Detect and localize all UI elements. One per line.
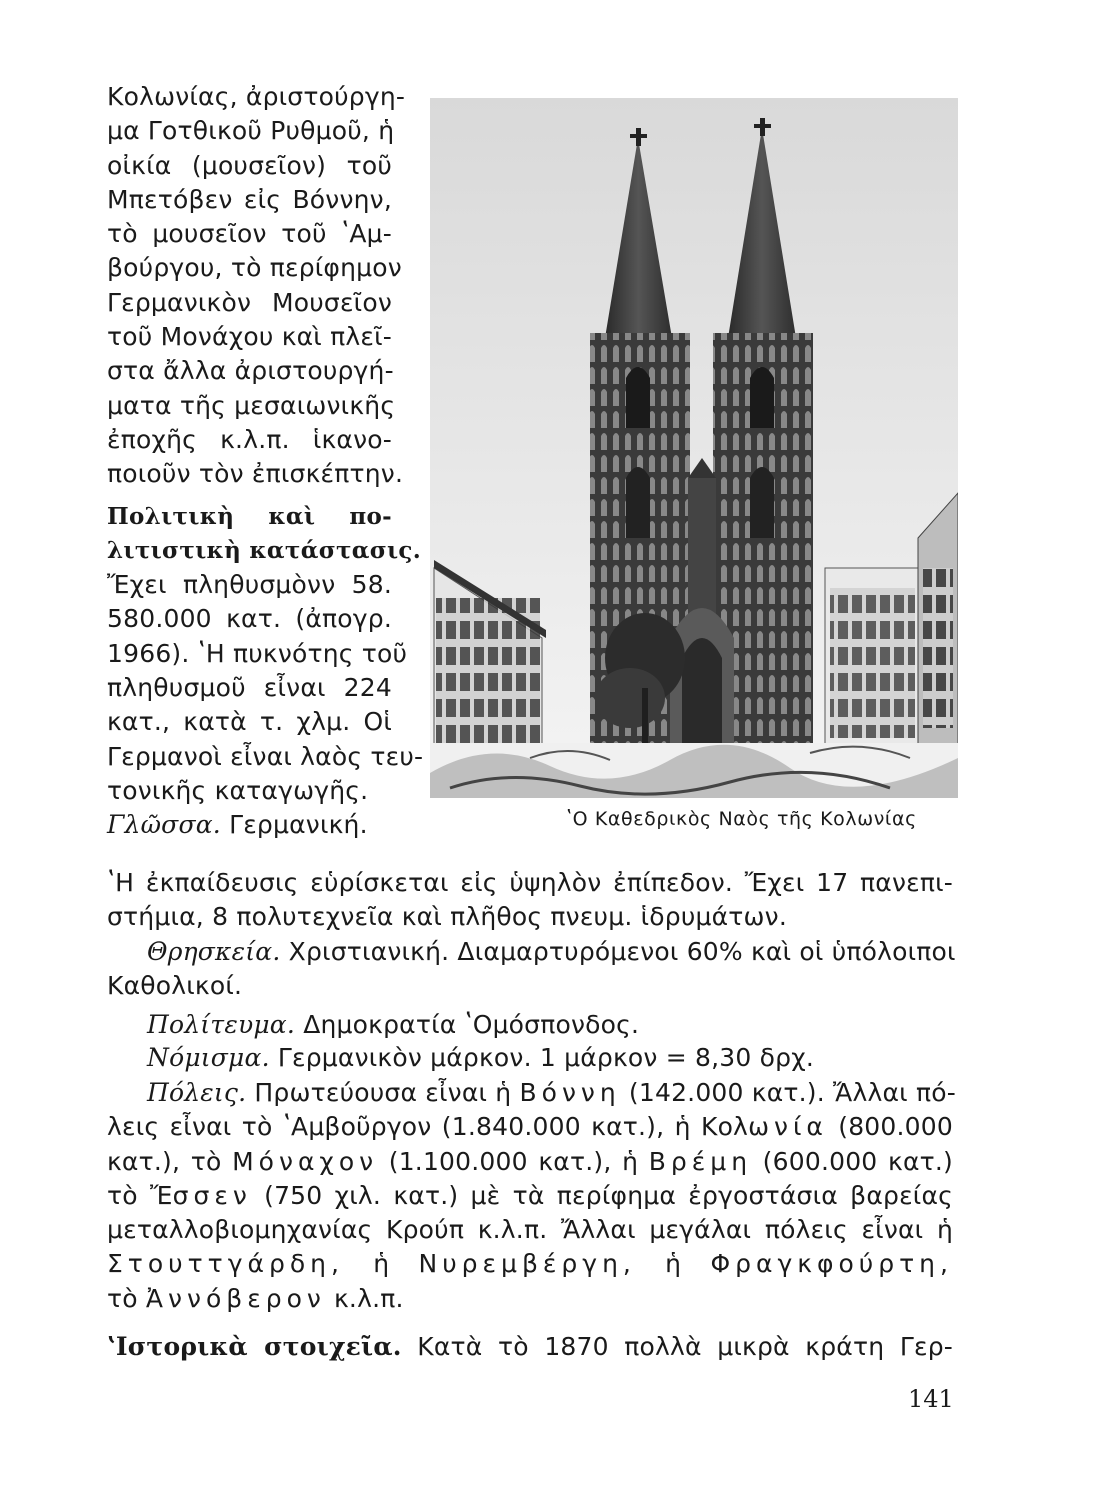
section-heading: Πολιτικὴ καὶ πο- [107, 502, 392, 530]
text-fragment: (1.100.000 κατ.), ἡ [388, 1146, 639, 1176]
text-line: πληθυσμοῦ εἶναι 224 [107, 673, 392, 703]
city-name: Βρέμη [648, 1146, 753, 1176]
text-line: Μπετόβεν εἰς Βόννην, [107, 184, 392, 214]
text-line: Γερμανικὸν Μουσεῖον [107, 287, 392, 317]
religion-text: Χριστιανική. Διαμαρτυρόμενοι 60% καὶ οἱ ὑπόλοιποι [288, 937, 956, 966]
text-line: 580.000 κατ. (ἀπογρ. [107, 604, 392, 634]
cities-line [107, 1179, 953, 1213]
city-name: Νυρεμβέργη, [418, 1249, 636, 1279]
cities-label: Πόλεις. [147, 1078, 247, 1107]
text-fragment: Πρωτεύουσα εἶναι ἡ [254, 1078, 512, 1107]
text-line: Καθολικοί. [107, 971, 243, 1001]
text-line: ποιοῦν τὸν ἐπισκέπτην. [107, 459, 404, 489]
city-name: Φραγκφούρτη, [710, 1249, 953, 1279]
cities-line [107, 1145, 953, 1179]
city-name: Βόννη [519, 1078, 621, 1107]
text-line: τονικῆς καταγωγῆς. [107, 775, 369, 805]
city-name: Μόναχον [232, 1146, 379, 1176]
currency-paragraph [107, 1041, 953, 1075]
government-line [107, 1008, 953, 1042]
text-line: μεταλλοβιομηχανίας Κρούπ κ.λ.π. Ἄλλαι μεγάλαι πόλεις εἶναι ἡ [107, 1215, 953, 1245]
text-line: τοῦ Μονάχου καὶ πλεῖ- [107, 322, 392, 352]
history-text: Κατὰ τὸ 1870 πολλὰ μικρὰ κράτη Γερ- [417, 1332, 953, 1361]
text-fragment: ἡ [665, 1249, 682, 1279]
history-paragraph [107, 1330, 953, 1364]
text-line: μα Γοτθικοῦ Ρυθμοῦ, ἡ [107, 116, 395, 146]
history-line [107, 1330, 953, 1364]
text-fragment: τὸ [107, 1283, 138, 1313]
plaza-crowd [430, 743, 958, 798]
text-line: τὸ μουσεῖον τοῦ ʽΑμ- [107, 219, 392, 249]
cities-line [107, 1247, 953, 1281]
currency-line [107, 1041, 953, 1075]
government-paragraph [107, 1008, 953, 1042]
city-name: σσεν [172, 1180, 252, 1210]
text-line: ματα τῆς μεσαιωνικῆς [107, 390, 396, 420]
text-line: ʽΗ ἐκπαίδευσις εὑρίσκεται εἰς ὑψηλὸν ἐπίπεδον. Ἔχει 17 πανεπι- [107, 868, 953, 897]
text-line: οἰκία (μουσεῖον) τοῦ [107, 150, 392, 180]
text-fragment: ἡ [373, 1249, 390, 1279]
language-label: Γλῶσσα. [107, 810, 221, 840]
text-line: ἐποχῆς κ.λ.π. ἱκανο- [107, 424, 392, 454]
government-label: Πολίτευμα. [147, 1010, 296, 1039]
text-fragment: κ.λ.π. [334, 1283, 404, 1313]
history-label: ʽΙστορικὰ στοιχεῖα. [107, 1332, 402, 1361]
cities-line [107, 1282, 953, 1316]
text-line: Ἔχει πληθυσμὸνν 58. [107, 570, 392, 600]
text-line: στα ἄλλα ἀριστουργή- [107, 356, 394, 386]
figure-caption: ʽΟ Καθεδρικὸς Ναὸς τῆς Κολωνίας [566, 808, 917, 830]
currency-text: Γερμανικὸν μάρκον. 1 μάρκον = 8,30 δρχ. [277, 1043, 814, 1072]
text-fragment: (800.000 [838, 1112, 953, 1142]
text-line: Γερμανοὶ εἶναι λαὸς τευ- [107, 741, 424, 771]
text-fragment: (142.000 κατ.). Ἄλλαι πό- [628, 1078, 956, 1107]
text-fragment: λεις εἶναι τὸ ʽΑμβοῦργον (1.840.000 κατ.), ἡ Κολ [107, 1112, 749, 1142]
text-fragment: (600.000 κατ.) [762, 1146, 953, 1176]
city-name: ωνία [748, 1112, 828, 1142]
cathedral-photo [430, 98, 958, 798]
cities-line [107, 1110, 953, 1144]
page-number: 141 [908, 1385, 954, 1413]
cities-paragraph [107, 1076, 956, 1316]
text-line: κατ., κατὰ τ. χλμ. Οἱ [107, 707, 392, 737]
section-heading: λιτιστικὴ κατάστασις. [107, 536, 422, 564]
text-line: βούργου, τὸ περίφημον [107, 253, 402, 283]
city-name: Στουττγάρδη, [107, 1249, 344, 1279]
religion-line [107, 935, 956, 969]
text-fragment: (750 χιλ. κατ.) μὲ τὰ περίφημα ἐργοστάσια βαρείας [264, 1180, 953, 1210]
government-text: Δημοκρατία ʽΟμόσπονδος. [303, 1010, 640, 1039]
religion-paragraph [107, 935, 956, 1004]
text-fragment: κατ.), τὸ [107, 1146, 222, 1176]
cities-line [107, 1076, 956, 1110]
education-paragraph [107, 866, 953, 935]
text-line: στήμια, 8 πολυτεχνεῖα καὶ πλῆθος πνευμ. ἱδρυμάτων. [107, 902, 787, 932]
cologne-cathedral-image [430, 98, 958, 798]
currency-label: Νόμισμα. [147, 1043, 270, 1072]
language-value: Γερμανική. [229, 810, 368, 840]
text-line: 1966). ʽΗ πυκνότης τοῦ [107, 638, 408, 668]
religion-label: Θρησκεία. [147, 937, 281, 966]
city-name: Ἀννόβερον [145, 1283, 326, 1313]
text-line: Κολωνίας, ἀριστούργη- [107, 82, 406, 111]
language-line [107, 808, 392, 842]
left-column [107, 80, 424, 843]
text-fragment: τὸ Ἔ [107, 1180, 173, 1210]
